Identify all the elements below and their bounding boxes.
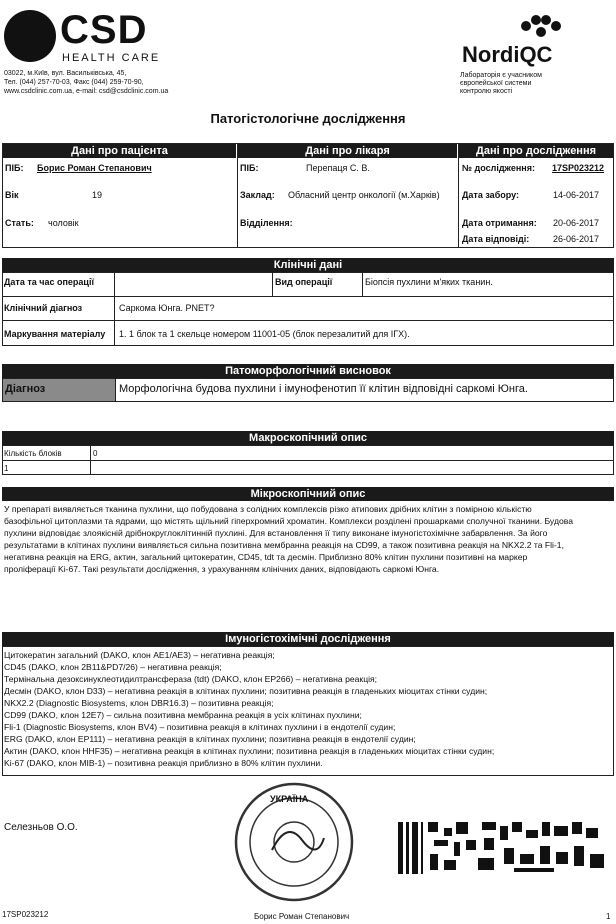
address: 03022, м.Київ, вул. Васильківська, 45, [4, 70, 127, 77]
marking: 1. 1 блок та 1 скельце номером 11001-05 (блок перезалитий для ІГХ). [119, 329, 410, 339]
study-taken-label: Дата забору: [462, 190, 520, 200]
diagnosis-label: Діагноз [5, 383, 46, 395]
clinical-diagnosis-label: Клінічний діагноз [4, 303, 83, 313]
ihc-line: NKX2.2 (Diagnostic Biosystems, клон DBR16.3) – позитивна реакція; [4, 698, 274, 708]
patient-age-label: Вік [5, 190, 19, 200]
micro-line: базофільної цитоплазми та ядрами, що містять щільний гіперхромний хроматин. Комплекси розділені прошарками сполучної тканини. Будова [4, 516, 573, 526]
micro-line: результатами в клітинах пухлини виявляється сильна позитивна мембранна реакція на CD99, а також позитивна реакція на NKX2.2 та Fli-1, [4, 540, 564, 550]
micro-line: негативна реакція на ERG, актин, загальний цитокератин, CD45, tdt та десмін. Приблизно 80% клітин пухлини позитивні на маркер [4, 552, 528, 562]
marking-label: Маркування матеріалу [4, 329, 106, 339]
study-answer-label: Дата відповіді: [462, 234, 530, 244]
patient-sex: чоловік [48, 218, 79, 228]
patient-age: 19 [92, 190, 103, 200]
section-ihc: Імуногістохімічні дослідження [2, 632, 614, 646]
web-email: www.csdclinic.com.ua, e-mail: csd@csdclinic.com.ua [4, 88, 169, 95]
nordiqc-logo [460, 14, 610, 70]
ihc-line: ERG (DAKO, клон EP111) – негативна реакція в клітинах пухлини; позитивна реакція в ендотелії судин; [4, 734, 416, 744]
clinical-diagnosis: Саркома Юнга. PNET? [119, 303, 215, 313]
ihc-line: Актин (DAKO, клон HHF35) – негативна реакція в клітинах пухлини; позитивна реакція в гладеньких міоцитах стінки судин; [4, 746, 495, 756]
macro-row: 1 [4, 464, 9, 473]
diagnosis-text: Морфологічна будова пухлини і імунофенотип її клітин відповідні саркомі Юнга. [119, 383, 528, 395]
study-taken: 14-06-2017 [553, 190, 600, 200]
ihc-line: CD99 (DAKO, клон 12E7) – сильна позитивна мембранна реакція в усіх клітинах пухлини; [4, 710, 362, 720]
stamp-text: УКРАЇНА [270, 794, 309, 804]
footer-page: 1 [606, 912, 611, 921]
study-answer: 26-06-2017 [553, 234, 600, 244]
micro-line: проліферації Ki-67. Такі результати дослідження, з урахуванням клінічних даних, відповідають саркомі Юнга. [4, 564, 440, 574]
study-no-label: № дослідження: [462, 163, 535, 173]
study-received-label: Дата отримання: [462, 218, 537, 228]
doctor-dept-label: Відділення: [240, 218, 293, 228]
section-micro: Мікроскопічний опис [2, 487, 614, 501]
ihc-line: Fli-1 (Diagnostic Biosystems, клон BV4) – позитивна реакція в клітинах пухлини і в ендотелії судин; [4, 722, 396, 732]
section-doctor: Дані про лікаря [238, 144, 457, 158]
barcode-icon [394, 818, 612, 878]
study-no: 17SP023212 [552, 163, 605, 173]
nordiqc-wordmark: NordiQC [462, 42, 553, 67]
csd-logo [4, 8, 164, 68]
page-title: Патогістологічне дослідження [210, 111, 406, 126]
csd-logo-text: CSD [60, 8, 148, 52]
doctor-name: Перепаця С. В. [306, 163, 370, 173]
section-patient: Дані про пацієнта [3, 144, 236, 158]
section-conclusion: Патоморфологічний висновок [2, 364, 614, 378]
section-study: Дані про дослідження [459, 144, 613, 158]
ihc-line: Цитокератин загальний (DAKO, клон AE1/AE3) – негативна реакція; [4, 650, 275, 660]
official-stamp [232, 780, 356, 904]
csd-logo-sub: HEALTH CARE [62, 52, 161, 64]
ihc-line: Термінальна дезоксинуклеотидилтрансфераза (tdt) (DAKO, клон EP266) – негативна реакція; [4, 674, 378, 684]
op-datetime-label: Дата та час операції [4, 277, 94, 287]
nordiqc-text-3: контролю якості [460, 88, 513, 95]
doctor-facility-label: Заклад: [240, 190, 275, 200]
blocks-label: Кількість блоків [4, 449, 62, 458]
csd-logo-emblem [4, 10, 56, 62]
signer: Селезньов О.О. [4, 822, 78, 833]
nordiqc-circles-icon [518, 14, 568, 44]
patient-name: Борис Роман Степанович [37, 163, 152, 173]
op-type: Біопсія пухлини м'яких тканин. [365, 277, 493, 287]
patient-name-label: ПІБ: [5, 163, 24, 173]
op-type-label: Вид операції [275, 277, 333, 287]
micro-line: У препараті виявляється тканина пухлини, що побудована з солідних комплексів різко атипових дрібних клітин з помірною кількістю [4, 504, 532, 514]
phones: Тел. (044) 257-70-03, Факс (044) 259-70-90, [4, 79, 144, 86]
footer-doc-no: 17SP023212 [2, 910, 49, 919]
section-macro: Макроскопічний опис [2, 431, 614, 445]
blocks-value: 0 [93, 449, 98, 458]
nordiqc-text-1: Лабораторія є учасником [460, 72, 542, 79]
ihc-line: Ki-67 (DAKO, клон MIB-1) – позитивна реакція приблизно в 80% клітин пухлини. [4, 758, 323, 768]
patient-sex-label: Стать: [5, 218, 34, 228]
footer-patient: Борис Роман Степанович [254, 912, 350, 921]
study-received: 20-06-2017 [553, 218, 600, 228]
section-clinical: Клінічні дані [2, 258, 614, 272]
micro-line: пухлини відповідає злоякісній дрібнокруглоклітинній пухлині. Для встановлення її типу виконане імуногістохімічне забарвлення. За його [4, 528, 548, 538]
ihc-line: CD45 (DAKO, клон 2B11&PD7/26) – негативна реакція; [4, 662, 222, 672]
doctor-name-label: ПІБ: [240, 163, 259, 173]
nordiqc-text-2: європейської системи [460, 80, 532, 87]
doctor-facility: Обласний центр онкології (м.Харків) [288, 190, 440, 200]
ihc-line: Десмін (DAKO, клон D33) – негативна реакція в клітинах пухлини; позитивна реакція в гладеньких міоцитах стінки судин; [4, 686, 488, 696]
